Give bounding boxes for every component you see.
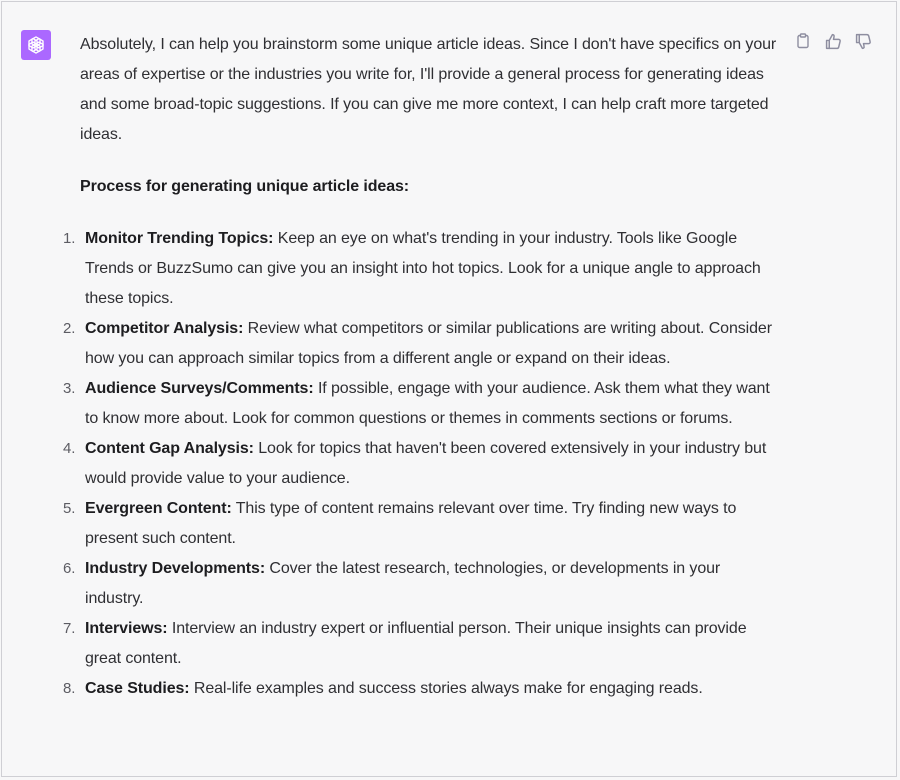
item-text: Look for topics that haven't been covered extensively in your industry but would provide value to your audience. [85, 440, 767, 487]
chat-message-panel [1, 1, 897, 777]
item-label: Content Gap Analysis: [85, 440, 254, 457]
openai-logo-icon [25, 34, 47, 56]
item-text: Keep an eye on what's trending in your industry. Tools like Google Trends or BuzzSumo can give you an insight into hot topics. Look for a unique angle to approach these topics. [85, 230, 761, 307]
thumbs-up-button[interactable] [824, 32, 842, 50]
list-number: 6. [63, 560, 76, 577]
item-label: Case Studies: [85, 680, 190, 697]
list-number: 7. [63, 620, 76, 637]
list-number: 1. [63, 230, 76, 247]
item-label: Monitor Trending Topics: [85, 230, 274, 247]
clipboard-icon [795, 33, 811, 49]
item-text: Cover the latest research, technologies, or developments in your industry. [85, 560, 721, 607]
assistant-message-body [63, 30, 780, 704]
list-item [63, 614, 780, 674]
thumbs-down-button[interactable] [854, 32, 872, 50]
item-label: Evergreen Content: [85, 500, 232, 517]
list-number: 2. [63, 320, 76, 337]
list-number: 3. [63, 380, 76, 397]
item-text: This type of content remains relevant over time. Try finding new ways to present such content. [85, 500, 737, 547]
list-number: 5. [63, 500, 76, 517]
message-actions [794, 32, 872, 50]
message-intro: Absolutely, I can help you brainstorm some unique article ideas. Since I don't have specifics on your areas of expertise or the industries you write for, I'll provide a general process for generating ideas and some broad-topic suggestions. If you can give me more context, I can help craft more targeted ideas. [80, 36, 777, 143]
section-heading: Process for generating unique article ideas: [80, 178, 410, 195]
list-item [63, 374, 780, 434]
item-text: Review what competitors or similar publications are writing about. Consider how you can approach similar topics from a different angle or expand on their ideas. [85, 320, 772, 367]
list-item [63, 434, 780, 494]
thumbs-up-icon [825, 33, 842, 50]
list-item [63, 314, 780, 374]
copy-button[interactable] [794, 32, 812, 50]
item-label: Interviews: [85, 620, 168, 637]
item-label: Industry Developments: [85, 560, 266, 577]
steps-list [63, 224, 780, 704]
list-number: 8. [63, 680, 76, 697]
item-text: Interview an industry expert or influential person. Their unique insights can provide great content. [85, 620, 747, 667]
item-label: Audience Surveys/Comments: [85, 380, 314, 397]
list-item [63, 674, 780, 704]
list-item [63, 554, 780, 614]
thumbs-down-icon [855, 33, 872, 50]
list-item [63, 494, 780, 554]
item-text: If possible, engage with your audience. Ask them what they want to know more about. Look for common questions or themes in comments sections or forums. [85, 380, 770, 427]
item-text: Real-life examples and success stories always make for engaging reads. [189, 680, 703, 697]
list-number: 4. [63, 440, 76, 457]
list-item [63, 224, 780, 314]
item-label: Competitor Analysis: [85, 320, 244, 337]
assistant-avatar [21, 30, 51, 60]
